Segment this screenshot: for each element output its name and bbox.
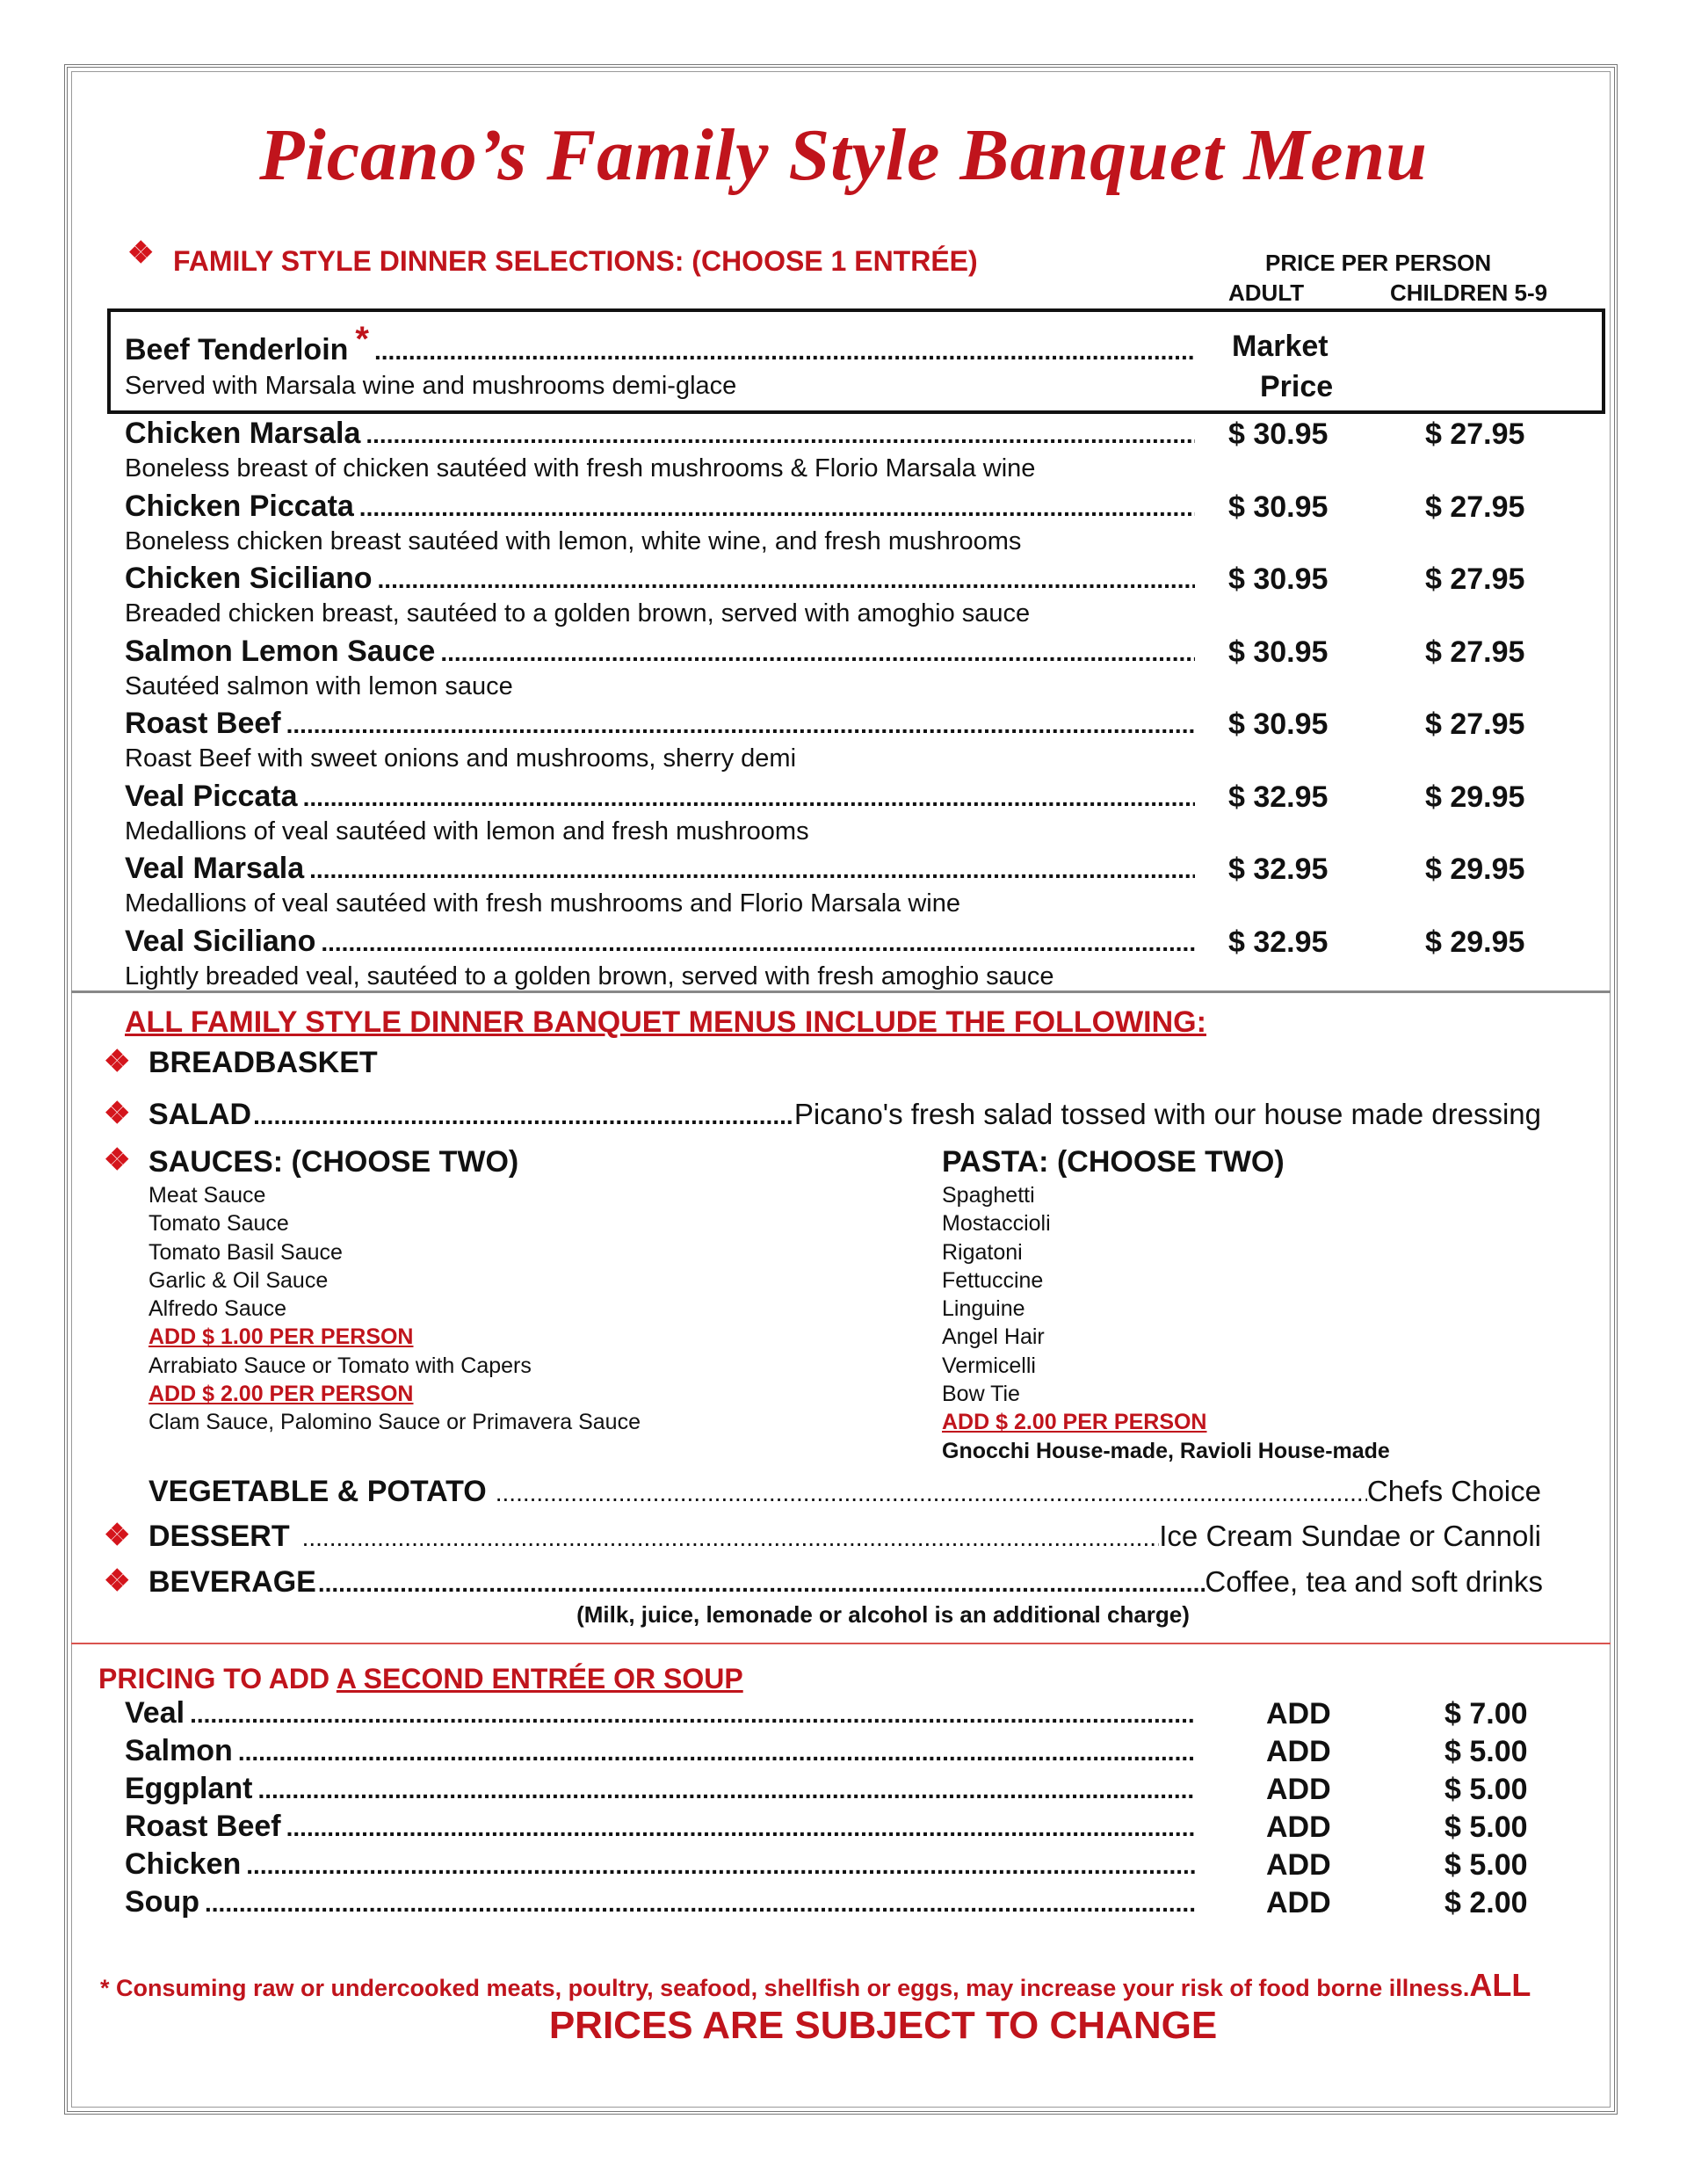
entree-row — [125, 925, 1583, 995]
warning-text: * Consuming raw or undercooked meats, poultry, seafood, shellfish or eggs, may increase your risk of food borne illness. — [100, 1975, 1470, 2001]
entree-line — [125, 707, 1195, 742]
diamond-bullet-icon: ❖ — [104, 1143, 131, 1177]
entree-line — [125, 852, 1195, 887]
children-price: $ 27.95 — [1425, 490, 1525, 524]
entree-description: Served with Marsala wine and mushrooms demi-glace — [125, 372, 737, 400]
dot-leader — [440, 639, 1195, 667]
addon-line — [125, 1696, 1195, 1731]
addon-add-label: ADD — [1266, 1697, 1331, 1731]
addon-line — [125, 1772, 1195, 1807]
entree-line — [125, 635, 1195, 670]
dot-leader — [321, 929, 1195, 957]
dot-leader — [253, 1102, 794, 1130]
entree-line — [125, 417, 1195, 452]
diamond-bullet-icon: ❖ — [104, 1519, 131, 1552]
entree-name: Roast Beef — [125, 707, 281, 740]
adult-price: $ 32.95 — [1228, 780, 1329, 814]
menu-title: Picano’s Family Style Banquet Menu — [259, 114, 1428, 196]
entree-row — [125, 562, 1583, 632]
adult-price: $ 32.95 — [1228, 925, 1329, 959]
addon-name: Salmon — [125, 1734, 233, 1767]
addon-name: Roast Beef — [125, 1810, 281, 1843]
dessert-label: DESSERT — [148, 1520, 290, 1553]
entree-name: Beef Tenderloin — [125, 333, 349, 366]
diamond-bullet-icon: ❖ — [104, 1097, 131, 1130]
entree-description: Medallions of veal sautéed with lemon and fresh mushrooms — [125, 816, 809, 845]
diamond-bullet-icon: ❖ — [104, 1045, 131, 1078]
children-price: $ 29.95 — [1425, 925, 1525, 959]
dot-leader — [286, 711, 1195, 739]
salad-detail: Picano's fresh salad tossed with our house made dressing — [793, 1098, 1541, 1130]
addon-name: Eggplant — [125, 1772, 253, 1805]
salad-label: SALAD — [148, 1098, 252, 1131]
vegetable-detail: Chefs Choice — [1366, 1475, 1541, 1507]
adult-price: $ 30.95 — [1228, 707, 1329, 741]
section-divider-red — [71, 1643, 1611, 1644]
addon-price: $ 7.00 — [1444, 1697, 1528, 1731]
pasta-upcharge-items: Gnocchi House-made, Ravioli House-made — [942, 1438, 1390, 1463]
children-price: $ 27.95 — [1425, 635, 1525, 669]
asterisk-icon: * — [355, 320, 369, 359]
entree-name: Chicken Marsala — [125, 417, 361, 450]
market-price-line1: Market — [1232, 330, 1329, 363]
adult-price: $ 30.95 — [1228, 490, 1329, 524]
entree-line — [125, 925, 1195, 960]
dot-leader — [374, 337, 1195, 366]
entree-name: Salmon Lemon Sauce — [125, 634, 436, 668]
pasta-item: Fettuccine — [942, 1267, 1044, 1293]
addon-price: $ 5.00 — [1444, 1773, 1528, 1806]
beverage-label: BEVERAGE — [148, 1565, 316, 1599]
addon-line — [125, 1885, 1195, 1920]
dot-leader — [205, 1890, 1195, 1918]
pasta-heading: PASTA: (CHOOSE TWO) — [942, 1145, 1285, 1179]
dot-leader — [378, 566, 1195, 594]
dot-leader — [359, 494, 1195, 522]
addons-heading — [98, 1663, 743, 1695]
dot-leader — [190, 1701, 1195, 1729]
sauce-item: Meat Sauce — [148, 1183, 266, 1208]
entree-row — [125, 490, 1583, 560]
pasta-item: Linguine — [942, 1296, 1025, 1322]
entree-row — [125, 417, 1583, 487]
entree-description: Roast Beef with sweet onions and mushrooms, sherry demi — [125, 744, 797, 773]
dot-leader — [366, 421, 1195, 449]
dot-leader — [303, 784, 1195, 812]
adult-price: $ 30.95 — [1228, 562, 1329, 596]
addon-add-label: ADD — [1266, 1810, 1331, 1844]
dot-leader — [318, 1570, 1206, 1598]
warning-all: ALL — [1469, 1967, 1531, 2003]
sauce-upcharge-1: ADD $ 1.00 PER PERSON — [148, 1324, 414, 1350]
addons-heading-prefix: PRICING TO ADD — [98, 1663, 337, 1694]
dot-leader — [496, 1479, 1367, 1507]
entree-row — [125, 707, 1583, 777]
sauce-upcharge-2-items: Clam Sauce, Palomino Sauce or Primavera Sauce — [148, 1410, 641, 1435]
food-safety-warning — [100, 1967, 1531, 2004]
addon-price: $ 5.00 — [1444, 1735, 1528, 1768]
entree-description: Boneless breast of chicken sautéed with fresh mushrooms & Florio Marsala wine — [125, 454, 1036, 483]
pasta-list — [942, 1181, 1390, 1465]
entree-row — [125, 852, 1583, 922]
salad-row — [148, 1098, 1541, 1132]
diamond-bullet-icon: ❖ — [104, 1564, 131, 1598]
children-price: $ 27.95 — [1425, 417, 1525, 451]
section-divider — [71, 990, 1611, 993]
sauce-item: Alfredo Sauce — [148, 1296, 287, 1322]
pasta-upcharge: ADD $ 2.00 PER PERSON — [942, 1410, 1207, 1435]
dot-leader — [286, 1814, 1195, 1842]
beverage-note: (Milk, juice, lemonade or alcohol is an additional charge) — [576, 1601, 1190, 1628]
beverage-detail: Coffee, tea and soft drinks — [1205, 1565, 1543, 1598]
addon-line — [125, 1847, 1195, 1883]
dessert-detail: Ice Cream Sundae or Cannoli — [1159, 1520, 1541, 1552]
addon-add-label: ADD — [1266, 1735, 1331, 1768]
addon-add-label: ADD — [1266, 1848, 1331, 1882]
vegetable-label: VEGETABLE & POTATO — [148, 1475, 487, 1508]
market-price-line2: Price — [1260, 370, 1334, 403]
includes-heading: ALL FAMILY STYLE DINNER BANQUET MENUS INCLUDE THE FOLLOWING: — [125, 1005, 1206, 1039]
sauces-heading: SAUCES: (CHOOSE TWO) — [148, 1145, 519, 1179]
pasta-item: Mostaccioli — [942, 1211, 1051, 1237]
addon-row — [125, 1696, 1583, 1734]
sauce-item: Tomato Basil Sauce — [148, 1239, 343, 1265]
sauces-list — [148, 1181, 641, 1437]
children-price: $ 29.95 — [1425, 780, 1525, 814]
addon-price: $ 2.00 — [1444, 1886, 1528, 1919]
sauce-upcharge-2: ADD $ 2.00 PER PERSON — [148, 1382, 414, 1407]
breadbasket-label: BREADBASKET — [148, 1046, 378, 1079]
entree-description: Lightly breaded veal, sautéed to a golden brown, served with fresh amoghio sauce — [125, 961, 1054, 990]
vegetable-row — [148, 1475, 1541, 1509]
entree-name: Veal Marsala — [125, 852, 305, 885]
adult-column-label: ADULT — [1228, 279, 1305, 306]
addon-price: $ 5.00 — [1444, 1810, 1528, 1844]
dot-leader — [238, 1738, 1195, 1767]
dot-leader — [246, 1852, 1195, 1880]
entree-name: Veal Siciliano — [125, 924, 316, 958]
children-column-label: CHILDREN 5-9 — [1390, 279, 1548, 306]
entree-name: Chicken Siciliano — [125, 562, 373, 595]
beverage-row — [148, 1565, 1543, 1600]
pasta-item: Angel Hair — [942, 1324, 1045, 1350]
addon-add-label: ADD — [1266, 1773, 1331, 1806]
addon-price: $ 5.00 — [1444, 1848, 1528, 1882]
adult-price: $ 30.95 — [1228, 635, 1329, 669]
entree-name: Veal Piccata — [125, 779, 298, 813]
selections-heading: FAMILY STYLE DINNER SELECTIONS: (CHOOSE 1 ENTRÉE) — [173, 245, 978, 277]
adult-price: $ 32.95 — [1228, 853, 1329, 886]
children-price: $ 29.95 — [1425, 853, 1525, 886]
entree-row — [125, 635, 1583, 705]
entree-row — [125, 780, 1583, 850]
addons-heading-underlined: A SECOND ENTRÉE OR SOUP — [336, 1663, 743, 1694]
sauce-item: Garlic & Oil Sauce — [148, 1267, 329, 1293]
addon-add-label: ADD — [1266, 1886, 1331, 1919]
pasta-item: Vermicelli — [942, 1353, 1036, 1378]
children-price: $ 27.95 — [1425, 707, 1525, 741]
featured-entree — [125, 320, 1583, 403]
addon-name: Veal — [125, 1696, 185, 1730]
dessert-row — [148, 1520, 1541, 1554]
entree-description: Medallions of veal sautéed with fresh mushrooms and Florio Marsala wine — [125, 889, 960, 918]
addon-row — [125, 1885, 1583, 1923]
dot-leader — [309, 856, 1195, 884]
entree-description: Sautéed salmon with lemon sauce — [125, 671, 513, 700]
pasta-item: Rigatoni — [942, 1239, 1023, 1265]
pasta-item: Bow Tie — [942, 1382, 1020, 1407]
price-per-person-label: PRICE PER PERSON — [1265, 250, 1492, 276]
children-price: $ 27.95 — [1425, 562, 1525, 596]
dot-leader — [257, 1776, 1195, 1804]
sauce-upcharge-1-items: Arrabiato Sauce or Tomato with Capers — [148, 1353, 532, 1378]
entree-line — [125, 562, 1195, 597]
dot-leader — [302, 1524, 1160, 1552]
entree-description: Boneless chicken breast sautéed with lemon, white wine, and fresh mushrooms — [125, 526, 1022, 555]
addon-line — [125, 1810, 1195, 1845]
addon-row — [125, 1772, 1583, 1810]
sauce-item: Tomato Sauce — [148, 1211, 289, 1237]
addon-row — [125, 1847, 1583, 1885]
adult-price: $ 30.95 — [1228, 417, 1329, 451]
addon-name: Soup — [125, 1885, 199, 1919]
diamond-bullet-icon: ❖ — [127, 236, 155, 270]
addon-row — [125, 1734, 1583, 1772]
entree-description: Breaded chicken breast, sautéed to a golden brown, served with amoghio sauce — [125, 599, 1031, 628]
entree-line — [125, 780, 1195, 815]
addon-line — [125, 1734, 1195, 1769]
pasta-item: Spaghetti — [942, 1183, 1035, 1208]
entree-name: Chicken Piccata — [125, 489, 354, 523]
entree-line — [125, 490, 1195, 525]
addon-row — [125, 1810, 1583, 1847]
prices-subject-to-change: PRICES ARE SUBJECT TO CHANGE — [548, 2004, 1218, 2047]
addon-name: Chicken — [125, 1847, 242, 1881]
